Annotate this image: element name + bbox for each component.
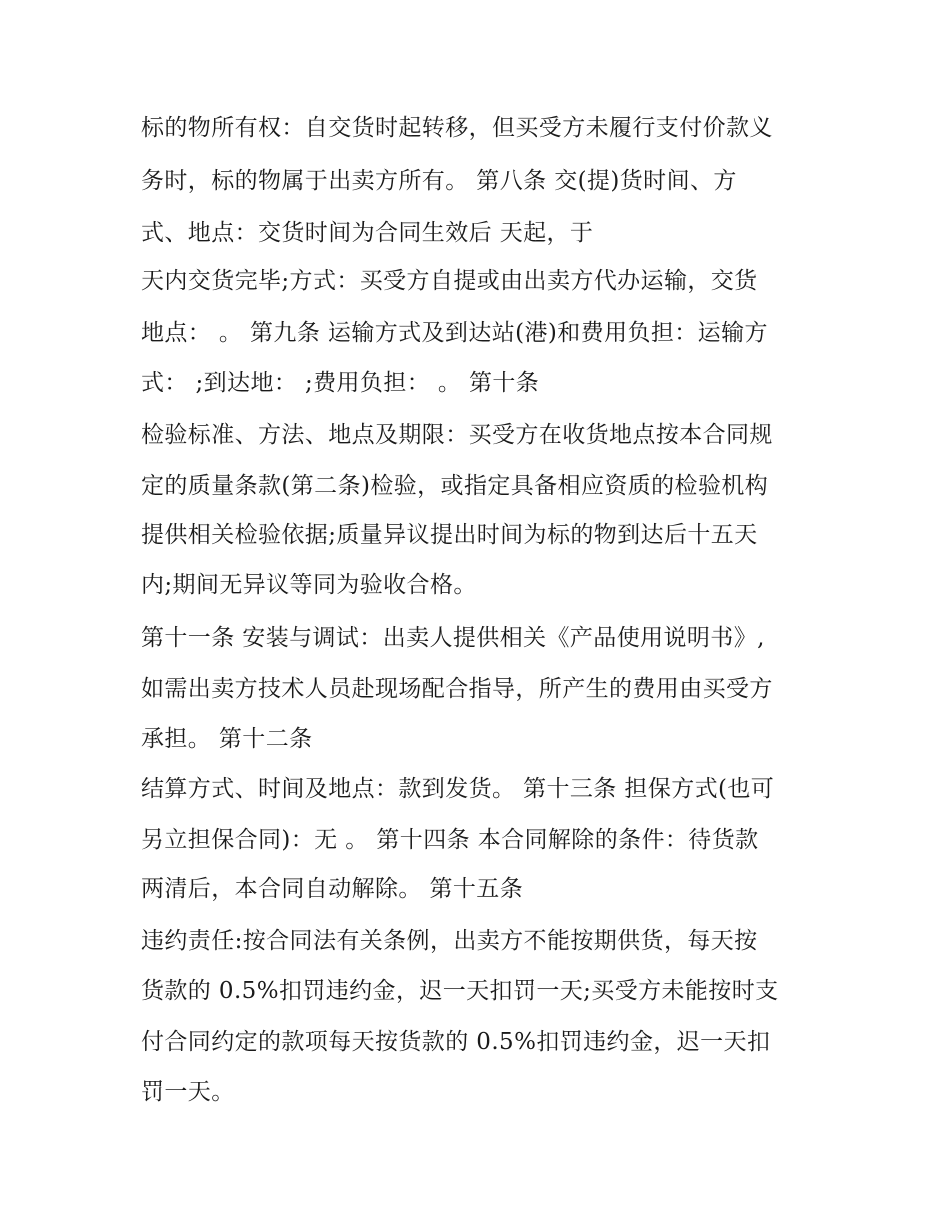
text-line: 检验标准、方法、地点及期限：买受方在收货地点按本合同规 (141, 422, 773, 448)
text-line: 第十一条 安装与调试：出卖人提供相关《产品使用说明书》, (141, 625, 765, 651)
text-line: 地点： 。 第九条 运输方式及到达站(港)和费用负担：运输方 (141, 320, 768, 346)
text-line: 付合同约定的款项每天按货款的 0.5%扣罚违约金，迟一天扣 (141, 1029, 771, 1055)
text-line: 式： ;到达地： ;费用负担： 。 第十条 (141, 370, 540, 396)
text-line: 货款的 0.5%扣罚违约金，迟一天扣罚一天;买受方未能按时支 (141, 978, 779, 1004)
text-line: 两清后，本合同自动解除。 第十五条 (141, 876, 524, 902)
text-line: 式、地点：交货时间为合同生效后 天起，于 (141, 220, 594, 246)
text-line: 天内交货完毕;方式：买受方自提或由出卖方代办运输，交货 (141, 268, 758, 294)
text-line: 标的物所有权：自交货时起转移，但买受方未履行支付价款义 (141, 115, 773, 141)
text-line: 如需出卖方技术人员赴现场配合指导，所产生的费用由买受方 (141, 676, 773, 702)
text-line: 内;期间无异议等同为验收合格。 (141, 572, 477, 598)
text-line: 罚一天。 (141, 1079, 235, 1105)
text-line: 务时，标的物属于出卖方所有。 第八条 交(提)货时间、方 (141, 168, 737, 194)
text-line: 违约责任:按合同法有关条例，出卖方不能按期供货，每天按 (141, 928, 758, 954)
text-line: 定的质量条款(第二条)检验，或指定具备相应资质的检验机构 (141, 473, 769, 499)
text-line: 承担。 第十二条 (141, 726, 313, 752)
text-line: 提供相关检验依据;质量异议提出时间为标的物到达后十五天 (141, 522, 758, 548)
text-line: 另立担保合同)：无 。 第十四条 本合同解除的条件：待货款 (141, 827, 759, 853)
text-line: 结算方式、时间及地点：款到发货。 第十三条 担保方式(也可 (141, 776, 775, 802)
